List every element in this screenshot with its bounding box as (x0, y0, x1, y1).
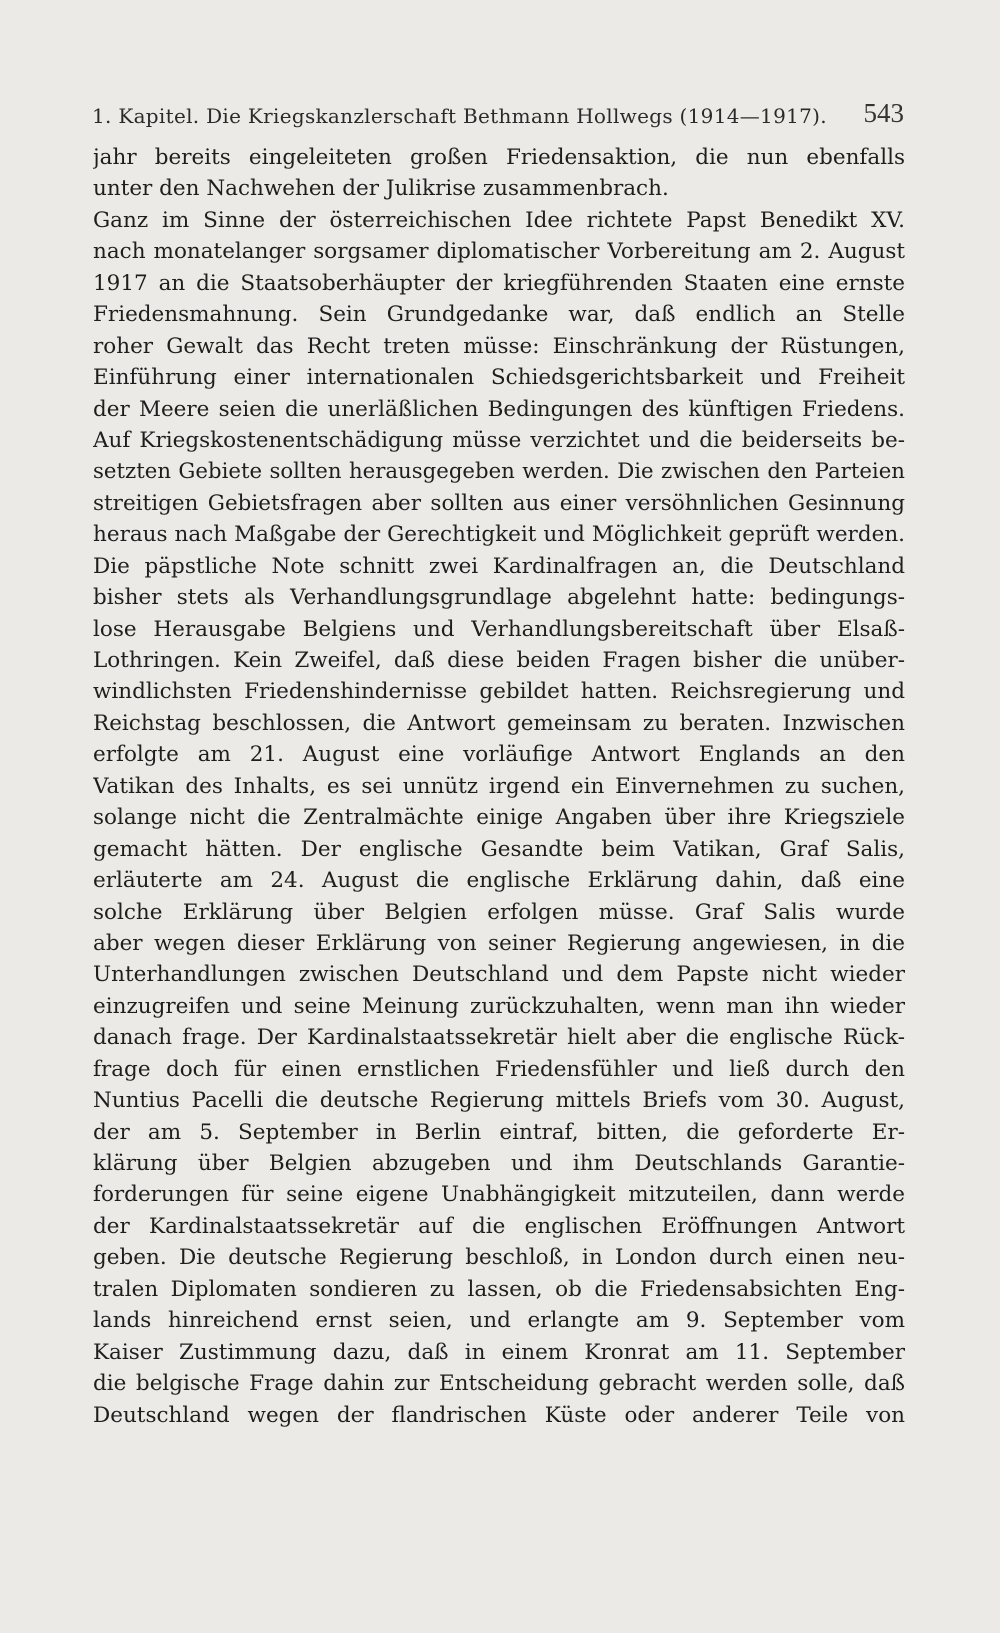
text-line: lose Herausgabe Belgiens und Verhandlungsbereitschaft über Elsaß- (93, 616, 905, 642)
text-line: lands hinreichend ernst seien, und erlangte am 9. September vom (93, 1308, 905, 1334)
text-line: der am 5. September in Berlin eintraf, bitten, die geforderte Er- (93, 1119, 905, 1145)
text-line: setzten Gebiete sollten herausgegeben werden. Die zwischen den Parteien (93, 459, 905, 485)
text-line: jahr bereits eingeleiteten großen Friedensaktion, die nun ebenfalls (93, 145, 905, 170)
text-line: streitigen Gebietsfragen aber sollten aus einer versöhnlichen Gesinnung (93, 490, 905, 516)
text-line: Unterhandlungen zwischen Deutschland und dem Papste nicht wieder (93, 962, 905, 988)
text-line: windlichsten Friedenshindernisse gebildet hatten. Reichsregierung und (93, 679, 905, 705)
text-line: solange nicht die Zentralmächte einige Angaben über ihre Kriegsziele (93, 805, 905, 831)
text-line: Ganz im Sinne der österreichischen Idee richtete Papst Benedikt XV. (93, 207, 905, 233)
text-line: Deutschland wegen der flandrischen Küste oder anderer Teile von (93, 1402, 905, 1428)
text-line: Auf Kriegskostenentschädigung müsse verzichtet und die beiderseits be- (93, 427, 905, 453)
text-line: Kaiser Zustimmung dazu, daß in einem Kronrat am 11. September (93, 1339, 905, 1365)
text-line: aber wegen dieser Erklärung von seiner Regierung angewiesen, in die (93, 930, 905, 956)
text-line: Reichstag beschlossen, die Antwort gemeinsam zu beraten. Inzwischen (93, 710, 905, 736)
text-line: danach frage. Der Kardinalstaatssekretär hielt aber die englische Rück- (93, 1025, 905, 1051)
body-text (93, 142, 905, 1431)
page-header (92, 98, 904, 138)
text-line: die belgische Frage dahin zur Entscheidung gebracht werden solle, daß (93, 1371, 905, 1397)
text-line: frage doch für einen ernstlichen Friedensfühler und ließ durch den (93, 1056, 905, 1082)
text-line: der Meere seien die unerläßlichen Bedingungen des künftigen Friedens. (93, 396, 905, 422)
text-line: bisher stets als Verhandlungsgrundlage abgelehnt hatte: bedingungs- (93, 585, 905, 611)
text-line: nach monatelanger sorgsamer diplomatischer Vorbereitung am 2. August (93, 239, 905, 265)
text-line: der Kardinalstaatssekretär auf die englischen Eröffnungen Antwort (93, 1213, 905, 1239)
text-line: roher Gewalt das Recht treten müsse: Einschränkung der Rüstungen, (93, 333, 905, 359)
text-line: geben. Die deutsche Regierung beschloß, in London durch einen neu- (93, 1245, 905, 1271)
text-line: klärung über Belgien abzugeben und ihm Deutschlands Garantie- (93, 1151, 905, 1176)
text-line: Vatikan des Inhalts, es sei unnütz irgend ein Einvernehmen zu suchen, (93, 773, 905, 799)
text-line: erfolgte am 21. August eine vorläufige Antwort Englands an den (93, 742, 905, 768)
text-line: einzugreifen und seine Meinung zurückzuhalten, wenn man ihn wieder (93, 993, 905, 1019)
text-line: Nuntius Pacelli die deutsche Regierung mittels Briefs vom 30. August, (93, 1088, 905, 1114)
text-line: forderungen für seine eigene Unabhängigkeit mitzuteilen, dann werde (93, 1182, 905, 1208)
text-line: Einführung einer internationalen Schiedsgerichtsbarkeit und Freiheit (93, 365, 905, 391)
text-line: solche Erklärung über Belgien erfolgen müsse. Graf Salis wurde (93, 899, 905, 925)
text-line: erläuterte am 24. August die englische Erklärung dahin, daß eine (93, 868, 905, 894)
page-number: 543 (863, 98, 904, 128)
running-title: 1. Kapitel. Die Kriegskanzlerschaft Bethmann Hollwegs (1914—1917). (92, 104, 827, 128)
text-line: tralen Diplomaten sondieren zu lassen, ob die Friedensabsichten Eng- (93, 1276, 905, 1302)
text-line: unter den Nachwehen der Julikrise zusammenbrach. (93, 176, 669, 202)
text-line: Friedensmahnung. Sein Grundgedanke war, daß endlich an Stelle (93, 302, 905, 328)
text-line: Lothringen. Kein Zweifel, daß diese beiden Fragen bisher die unüber- (93, 648, 905, 673)
text-line: 1917 an die Staatsoberhäupter der kriegführenden Staaten eine ernste (93, 270, 905, 296)
text-line: heraus nach Maßgabe der Gerechtigkeit und Möglichkeit geprüft werden. (93, 522, 905, 548)
text-line: Die päpstliche Note schnitt zwei Kardinalfragen an, die Deutschland (93, 553, 905, 579)
text-line: gemacht hätten. Der englische Gesandte beim Vatikan, Graf Salis, (93, 836, 905, 862)
